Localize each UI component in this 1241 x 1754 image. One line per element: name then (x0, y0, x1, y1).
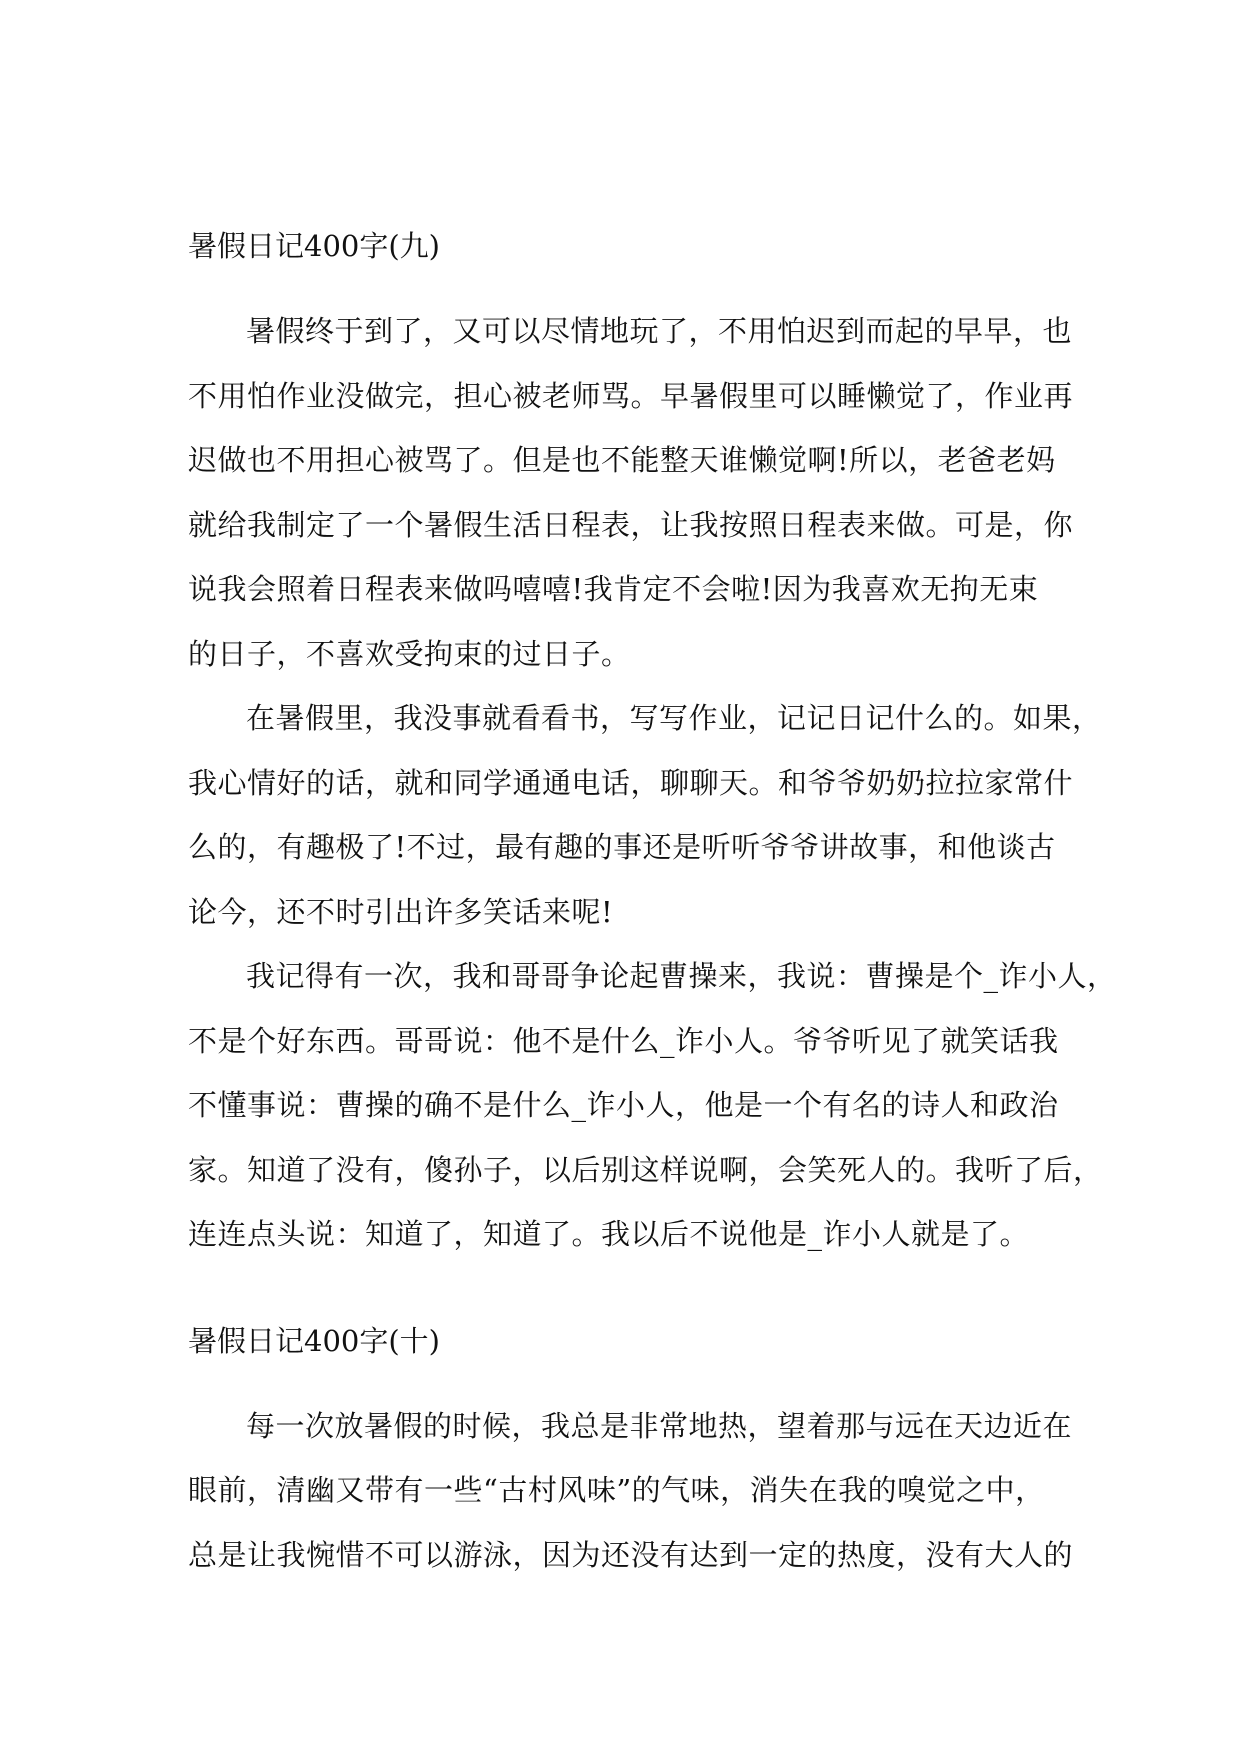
paragraph (188, 944, 1117, 1267)
text-line: 暑假终于到了，又可以尽情地玩了，不用怕迟到而起的早早，也 (246, 314, 1073, 348)
text-line: 不懂事说：曹操的确不是什么_诈小人，他是一个有名的诗人和政治 (188, 1088, 1059, 1122)
text-line: 我记得有一次，我和哥哥争论起曹操来，我说：曹操是个_诈小人， (246, 959, 1117, 993)
text-line: 就给我制定了一个暑假生活日程表，让我按照日程表来做。可是，你 (188, 507, 1074, 542)
section-title: 暑假日记400字(九) (188, 229, 440, 263)
text-line: 我心情好的话，就和同学通通电话，聊聊天。和爷爷奶奶拉拉家常什 (188, 765, 1074, 800)
text-line: 不是个好东西。哥哥说：他不是什么_诈小人。爷爷听见了就笑话我 (188, 1023, 1059, 1058)
document-page (188, 226, 1117, 1587)
text-line: 家。知道了没有，傻孙子，以后别这样说啊，会笑死人的。我听了后， (188, 1152, 1103, 1187)
text-line: 迟做也不用担心被骂了。但是也不能整天谁懒觉啊!所以，老爸老妈 (188, 443, 1056, 477)
text-line: 连连点头说：知道了，知道了。我以后不说他是_诈小人就是了。 (188, 1217, 1030, 1251)
text-line: 在暑假里，我没事就看看书，写写作业，记记日记什么的。如果， (246, 701, 1102, 735)
text-line: 论今，还不时引出许多笑话来呢! (188, 894, 614, 929)
text-line: 不用怕作业没做完，担心被老师骂。早暑假里可以睡懒觉了，作业再 (188, 378, 1074, 413)
text-line: 说我会照着日程表来做吗嘻嘻!我肯定不会啦!因为我喜欢无拘无束 (188, 572, 1039, 606)
text-line: 么的，有趣极了!不过，最有趣的事还是听听爷爷讲故事，和他谈古 (188, 830, 1056, 864)
text-line: 的日子，不喜欢受拘束的过日子。 (188, 636, 631, 671)
paragraph (188, 686, 1102, 944)
paragraph (188, 299, 1078, 686)
paragraph (188, 1394, 1078, 1588)
diary-section-9 (188, 226, 1117, 1267)
text-line: 每一次放暑假的时候，我总是非常地热，望着那与远在天边近在 (246, 1408, 1073, 1443)
text-line: 总是让我惋惜不可以游泳，因为还没有达到一定的热度，没有大人的 (188, 1537, 1074, 1572)
diary-section-10 (188, 1321, 1078, 1588)
text-line: 眼前，清幽又带有一些“古村风味”的气味，消失在我的嗅觉之中， (188, 1473, 1045, 1507)
section-title: 暑假日记400字(十) (188, 1323, 440, 1358)
